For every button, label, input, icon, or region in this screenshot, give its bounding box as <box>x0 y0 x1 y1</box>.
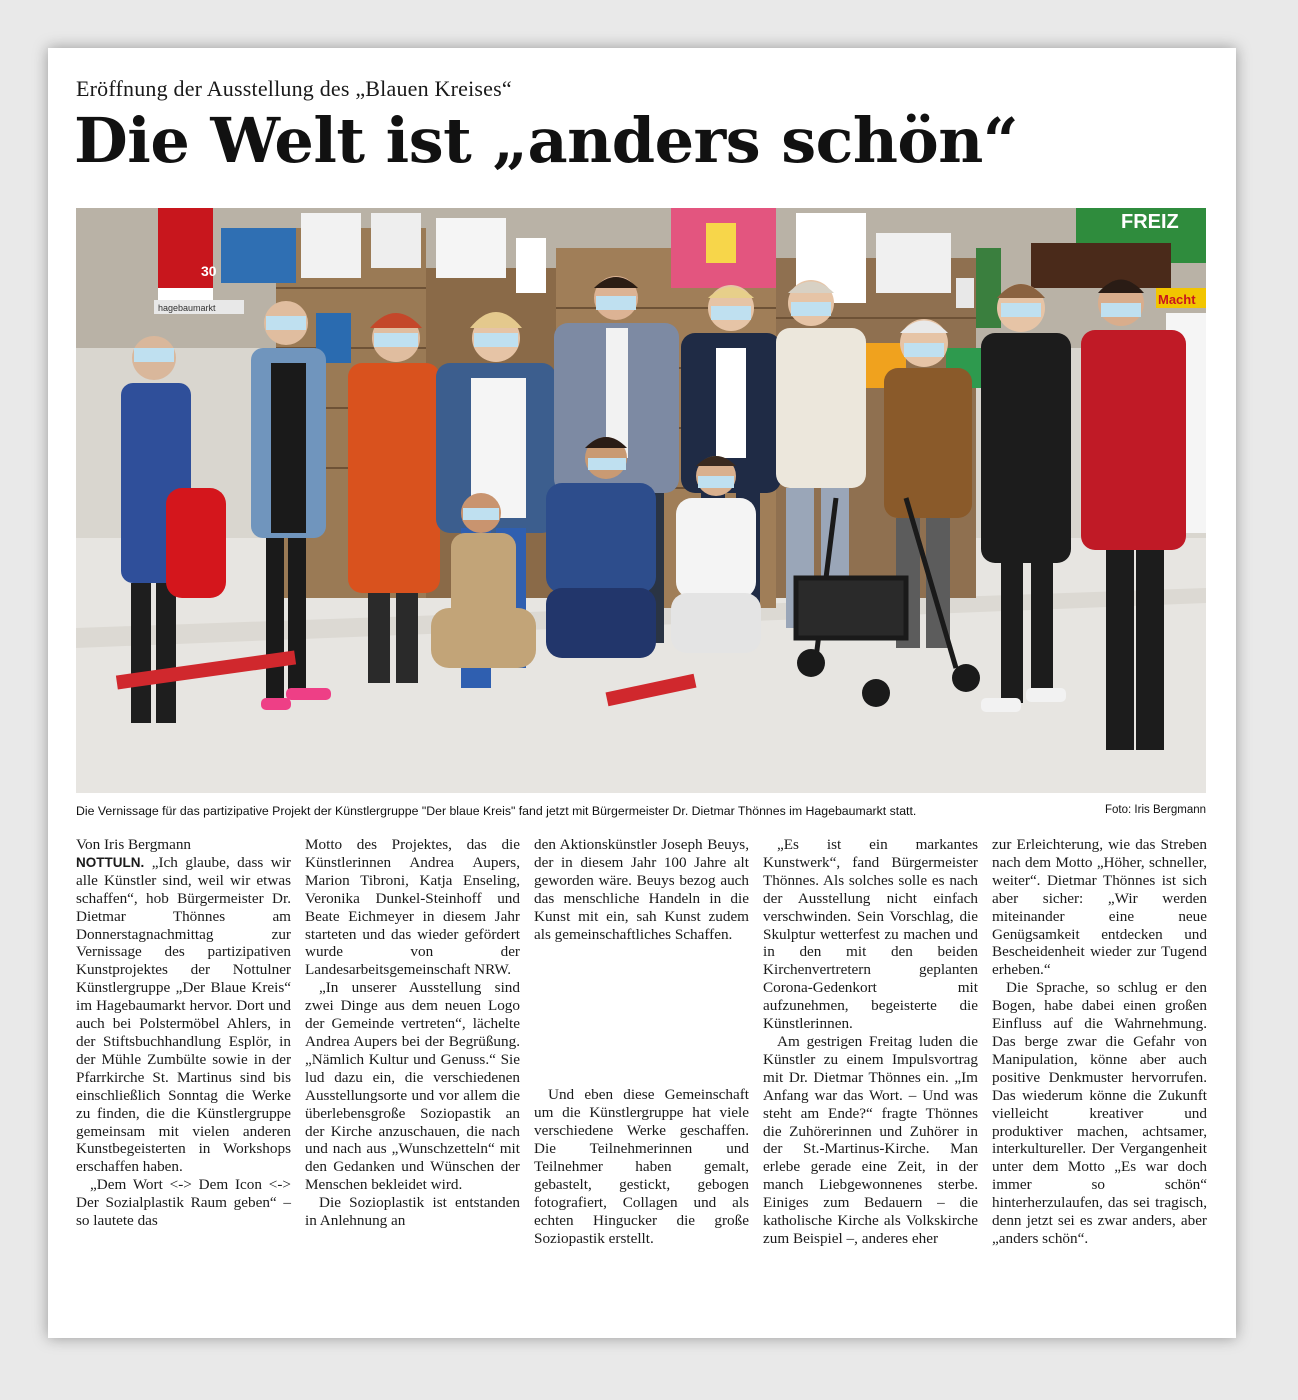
paragraph: Und eben diese Gemeinschaft um die Künstlergruppe hat viele verschiedene Werke geschaffen. Die Teilnehmerinnen und Teilnehmer haben gemalt, gebastelt, gestickt, gebogen fotografiert, Collagen und als echten Hingucker die große Soziopastik erstellt. <box>534 1086 749 1247</box>
paragraph: Motto des Projektes, das die Künstlerinnen Andrea Aupers, Marion Tibroni, Katja Enseling, Veronika Dunkel-Steinhoff und Beate Eichmeyer in diesem Jahr starteten und das wieder gefördert wurde von der Landesarbeitsgemeinschaft NRW. <box>305 836 520 979</box>
sign-store: hagebaumarkt <box>158 303 216 313</box>
sign-banner: FREIZ <box>1121 211 1179 233</box>
article-column-1 <box>76 836 291 1230</box>
dateline: NOTTULN. <box>76 854 145 870</box>
headline: Die Welt ist „anders schön“ <box>74 104 1019 177</box>
paragraph: „Es ist ein markantes Kunstwerk“, fand Bürgermeister Thönnes. Als solches solle es nach der Ausstellung nicht einfach verschwinden. Sein Vorschlag, die Skulptur wetterfest zu machen und in den mit den beiden Kirchenvertretern geplanten Corona-Gedenkort mit aufzunehmen, begeisterte die Künstlerinnen. <box>763 836 978 1033</box>
byline: Von Iris Bergmann <box>76 836 192 853</box>
photo-caption <box>76 804 1206 818</box>
paragraph: Die Sozioplastik ist entstanden in Anlehnung an <box>305 1194 520 1230</box>
paragraph: NOTTULN. „Ich glaube, dass wir alle Künstler sind, weil wir etwas schaffen“, hob Bürgermeister Dr. Dietmar Thönnes am Donnerstagnachmittag zur Vernissage des partizipativen Kunstprojektes der Nottulner Künstlergruppe „Der Blaue Kreis“ im Hagebaumarkt hervor. Dort und auch bei Polstermöbel Ahlers, in der Stiftsbuchhandlung Esplör, in der Mühle Zumbülte sowie in der Pfarrkirche St. Martinus sind bis einschließlich Sonntag die Werke zu finden, die die Künstlergruppe gemeinsam mit vielen anderen Kunstbegeisterten in Workshops erschaffen haben. <box>76 853 291 1176</box>
caption-text: Die Vernissage für das partizipative Projekt der Künstlergruppe "Der blaue Kreis" fand jetzt mit Bürgermeister Dr. Dietmar Thönnes im Hagebaumarkt statt. <box>76 804 917 818</box>
paragraph: zur Erleichterung, wie das Streben nach dem Motto „Höher, schneller, weiter“. Dietmar Thönnes ist sich aber sicher: „Wir werden miteinander eine neue Genügsamkeit entdecken und Bescheidenheit wieder zur Tugend erheben.“ <box>992 836 1207 979</box>
article-column-5 <box>992 836 1207 1248</box>
paragraph: „In unserer Ausstellung sind zwei Dinge aus dem neuen Logo der Gemeinde vertreten“, lächelte Andrea Aupers bei der Begrüßung. „Nämlich Kultur und Genuss.“ Sie lud dazu ein, die verschiedenen Ausstellungsorte und vor allem die überlebensgroße Soziopastik an der Kirche anzuschauen, die nach und nach aus „Wunschzetteln“ mit den Gedanken und Wünschen der Menschen bekleidet wird. <box>305 979 520 1194</box>
paragraph: „Dem Wort <-> Dem Icon <-> Der Sozialplastik Raum geben“ – so lautete das <box>76 1176 291 1230</box>
article-column-2 <box>305 836 520 1230</box>
clipping-edge <box>48 1316 1236 1338</box>
newspaper-clipping <box>48 48 1236 1338</box>
paragraph: Am gestrigen Freitag luden die Künstler zu einem Impulsvortrag mit Dr. Dietmar Thönnes ein. „Im Anfang war das Wort. – Und was steht am Ende?“ fragte Thönnes die Zuhörerinnen und Zuhörer in der St.-Martinus-Kirche. Man erlebe gerade eine Zeit, in der manch Liebgewonnenes sterbe. Einiges zum Bedauern – die katholische Kirche als Volkskirche zum Beispiel –, anderes eher <box>763 1032 978 1247</box>
article-column-4 <box>763 836 978 1248</box>
photo-credit: Foto: Iris Bergmann <box>1105 804 1206 816</box>
group-photo <box>76 208 1206 793</box>
paragraph: den Aktionskünstler Joseph Beuys, der in diesem Jahr 100 Jahre alt geworden wäre. Beuys bezog auch das menschliche Handeln in die Kunst mit ein, sah Kunst zudem als gemeinschaftliches Schaffen. <box>534 836 749 943</box>
kicker: Eröffnung der Ausstellung des „Blauen Kreises“ <box>76 76 512 101</box>
sign-number: 30 <box>201 263 217 279</box>
article-column-3 <box>534 836 749 1248</box>
sign-promo: Macht <box>1158 292 1196 307</box>
paragraph: Die Sprache, so schlug er den Bogen, habe dabei einen großen Einfluss auf die Wahrnehmung. Das berge zwar die Gefahr von Manipulation, könne aber auch positive Denkmuster hervorrufen. Das wiederum könne die Zukunft vielleicht kreativer und produktiver machen, achtsamer, interkultureller. Der Vergangenheit unter dem Motto „Es war doch immer so schön“ hinterherzulaufen, das sei tragisch, denn jetzt sei es zwar anders, aber „anders schön“. <box>992 979 1207 1247</box>
